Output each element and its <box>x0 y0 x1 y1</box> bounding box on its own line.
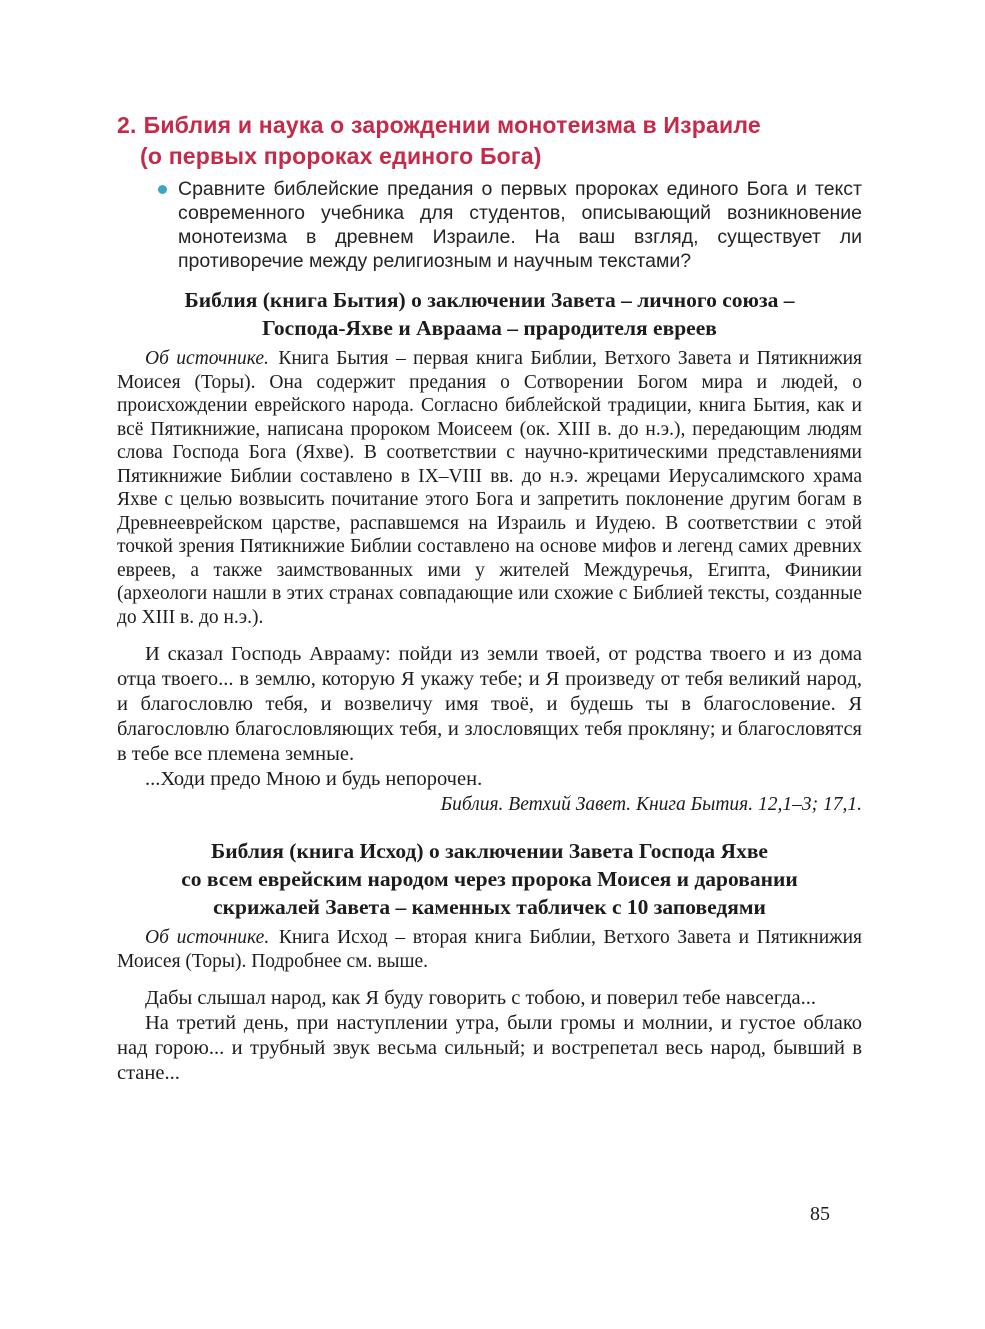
genesis-heading-line-2: Господа-Яхве и Авраама – прародителя евреев <box>262 316 717 340</box>
exodus-quote-paragraph-1: Дабы слышал народ, как Я буду говорить с тобою, и поверил тебе навсегда... <box>145 987 816 1009</box>
source-lead-label: Об источнике. <box>145 348 269 369</box>
exercise-text: Сравните библейские предания о первых пророках единого Бога и текст современного учебника для студентов, описывающий возникновение монотеизма в древнем Израиле. На ваш взгляд, существует ли противоречие между религиозным и научным текстами? <box>178 178 862 272</box>
genesis-source-paragraph <box>117 347 862 629</box>
bullet-icon <box>158 185 167 194</box>
section-number: 2. <box>117 112 137 138</box>
genesis-heading-line-1: Библия (книга Бытия) о заключении Завета – личного союза – <box>184 288 795 312</box>
exercise-block <box>158 177 862 273</box>
genesis-citation: Библия. Ветхий Завет. Книга Бытия. 12,1–3; 17,1. <box>440 794 862 815</box>
section-heading <box>117 110 862 172</box>
genesis-heading <box>117 286 862 342</box>
genesis-quote-paragraph-1: И сказал Господь Аврааму: пойди из земли твоей, от родства твоего и из дома отца твоего... в землю, которую Я укажу тебе; и Я произведу от тебя великий народ, и благословлю тебя, и возвеличу имя твоё, и будешь ты в благословение. Я благословлю благословляющих тебя, и злословящих тебя прокляну; и благословятся в тебе все племена земные. <box>117 643 862 765</box>
section-heading-line-2: (о первых пророках единого Бога) <box>140 143 542 169</box>
exodus-heading-line-3: скрижалей Завета – каменных табличек с 10 заповедями <box>213 895 766 919</box>
exodus-source-paragraph <box>117 926 862 973</box>
exodus-heading <box>117 837 862 921</box>
genesis-quote-paragraph-2: ...Ходи предо Мною и будь непорочен. <box>145 768 483 790</box>
section-heading-line-1 <box>117 110 862 141</box>
section-title-text: Библия и наука о зарождении монотеизма в Израиле <box>143 112 761 138</box>
genesis-quote-group <box>117 642 862 818</box>
exodus-heading-line-2: со всем еврейским народом через пророка Моисея и даровании <box>181 867 798 891</box>
exodus-heading-line-1: Библия (книга Исход) о заключении Завета Господа Яхве <box>211 839 768 863</box>
page-content <box>117 110 862 1086</box>
source-lead-label: Об источнике. <box>145 927 270 948</box>
genesis-source-text: Книга Бытия – первая книга Библии, Ветхого Завета и Пятикнижия Моисея (Торы). Она содержит предания о Сотворении Богом мира и людей, о происхождении еврейского народа. Согласно библейской традиции, книга Бытия, как и всё Пятикнижие, написана пророком Моисеем (ок. XIII в. до н.э.), передающим людям слова Господа Бога (Яхве). В соответствии с научно-критическими представлениями Пятикнижие Библии составлено в IX–VIII вв. до н.э. жрецами Иерусалимского храма Яхве с целью возвысить почитание этого Бога и запретить поклонение другим богам в Древнееврейском царстве, распавшемся на Израиль и Иудею. В соответствии с этой точкой зрения Пятикнижие Библии составлено на основе мифов и легенд самих древних евреев, а также заимствованных ими у жителей Междуречья, Египта, Финикии (археологи нашли в этих странах совпадающие или схожие с Библией тексты, созданные до XIII в. до н.э.). <box>117 348 863 628</box>
exodus-quote-paragraph-2: На третий день, при наступлении утра, были громы и молнии, и густое облако над горою... и трубный звук весьма сильный; и вострепетал весь народ, бывший в стане... <box>117 1012 862 1084</box>
page-number: 85 <box>810 1203 830 1225</box>
exodus-source-text: Книга Исход – вторая книга Библии, Ветхого Завета и Пятикнижия Моисея (Торы). Подробнее см. выше. <box>117 927 863 972</box>
exodus-quote-group <box>117 986 862 1086</box>
